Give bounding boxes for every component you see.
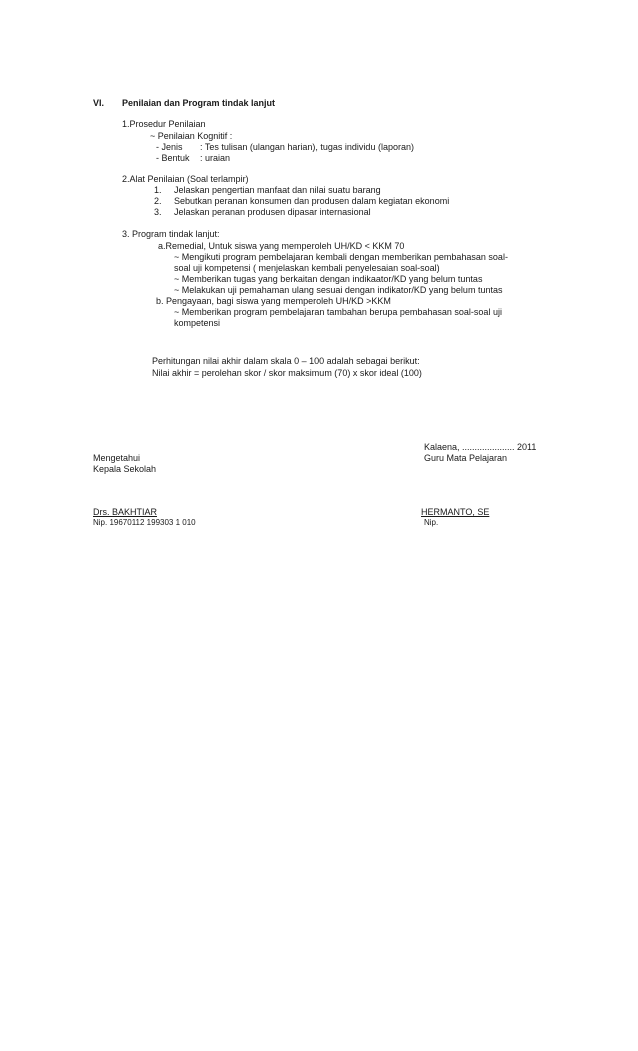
bentuk-label: - Bentuk <box>156 153 190 163</box>
guru-nip: Nip. <box>424 518 439 527</box>
penilaian-kognitif: ~ Penilaian Kognitif : <box>150 131 233 141</box>
pengayaan-item: kompetensi <box>174 318 221 328</box>
alat-item: Jelaskan pengertian manfaat dan nilai suatu barang <box>174 185 381 195</box>
alat-item-num: 1. <box>154 185 162 195</box>
kepala-sekolah-nip: Nip. 19670112 199303 1 010 <box>93 518 196 527</box>
perhitungan-line: Perhitungan nilai akhir dalam skala 0 – 100 adalah sebagai berikut: <box>152 356 420 366</box>
remedial-item: ~ Melakukan uji pemahaman ulang sesuai dengan indikator/KD yang belum tuntas <box>174 285 503 295</box>
nilai-akhir-formula: Nilai akhir = perolehan skor / skor maksimum (70) x skor ideal (100) <box>152 368 422 378</box>
section-number: VI. <box>93 98 105 108</box>
remedial-item: ~ Mengikuti program pembelajaran kembali dengan memberikan pembahasan soal- <box>174 252 508 262</box>
section-title: Penilaian dan Program tindak lanjut <box>122 98 276 108</box>
guru-role: Guru Mata Pelajaran <box>424 453 508 463</box>
remedial-item: soal uji kompetensi ( menjelaskan kembali penyelesaian soal-soal) <box>174 263 440 273</box>
pengayaan-heading: b. Pengayaan, bagi siswa yang memperoleh UH/KD >KKM <box>156 296 391 306</box>
guru-name: HERMANTO, SE <box>421 507 490 517</box>
remedial-item: ~ Memberikan tugas yang berkaitan dengan indikaator/KD yang belum tuntas <box>174 274 483 284</box>
pengayaan-item: ~ Memberikan program pembelajaran tambahan berupa pembahasan soal-soal uji <box>174 307 502 317</box>
bentuk-value: : uraian <box>200 153 231 163</box>
jenis-label: - Jenis <box>156 142 183 152</box>
jenis-value: : Tes tulisan (ulangan harian), tugas individu (laporan) <box>200 142 414 152</box>
kepala-sekolah-label: Kepala Sekolah <box>93 464 157 474</box>
alat-item-num: 3. <box>154 207 162 217</box>
program-heading: 3. Program tindak lanjut: <box>122 229 220 239</box>
alat-item: Jelaskan peranan produsen dipasar internasional <box>174 207 371 217</box>
alat-item-num: 2. <box>154 196 162 206</box>
kepala-sekolah-name: Drs. BAKHTIAR <box>93 507 158 517</box>
prosedur-heading: 1.Prosedur Penilaian <box>122 119 206 129</box>
mengetahui-label: Mengetahui <box>93 453 141 463</box>
alat-item: Sebutkan peranan konsumen dan produsen dalam kegiatan ekonomi <box>174 196 450 206</box>
remedial-heading: a.Remedial, Untuk siswa yang memperoleh UH/KD < KKM 70 <box>158 241 405 251</box>
place-date: Kalaena, ..................... 2011 <box>424 442 537 452</box>
alat-heading: 2.Alat Penilaian (Soal terlampir) <box>122 174 249 184</box>
